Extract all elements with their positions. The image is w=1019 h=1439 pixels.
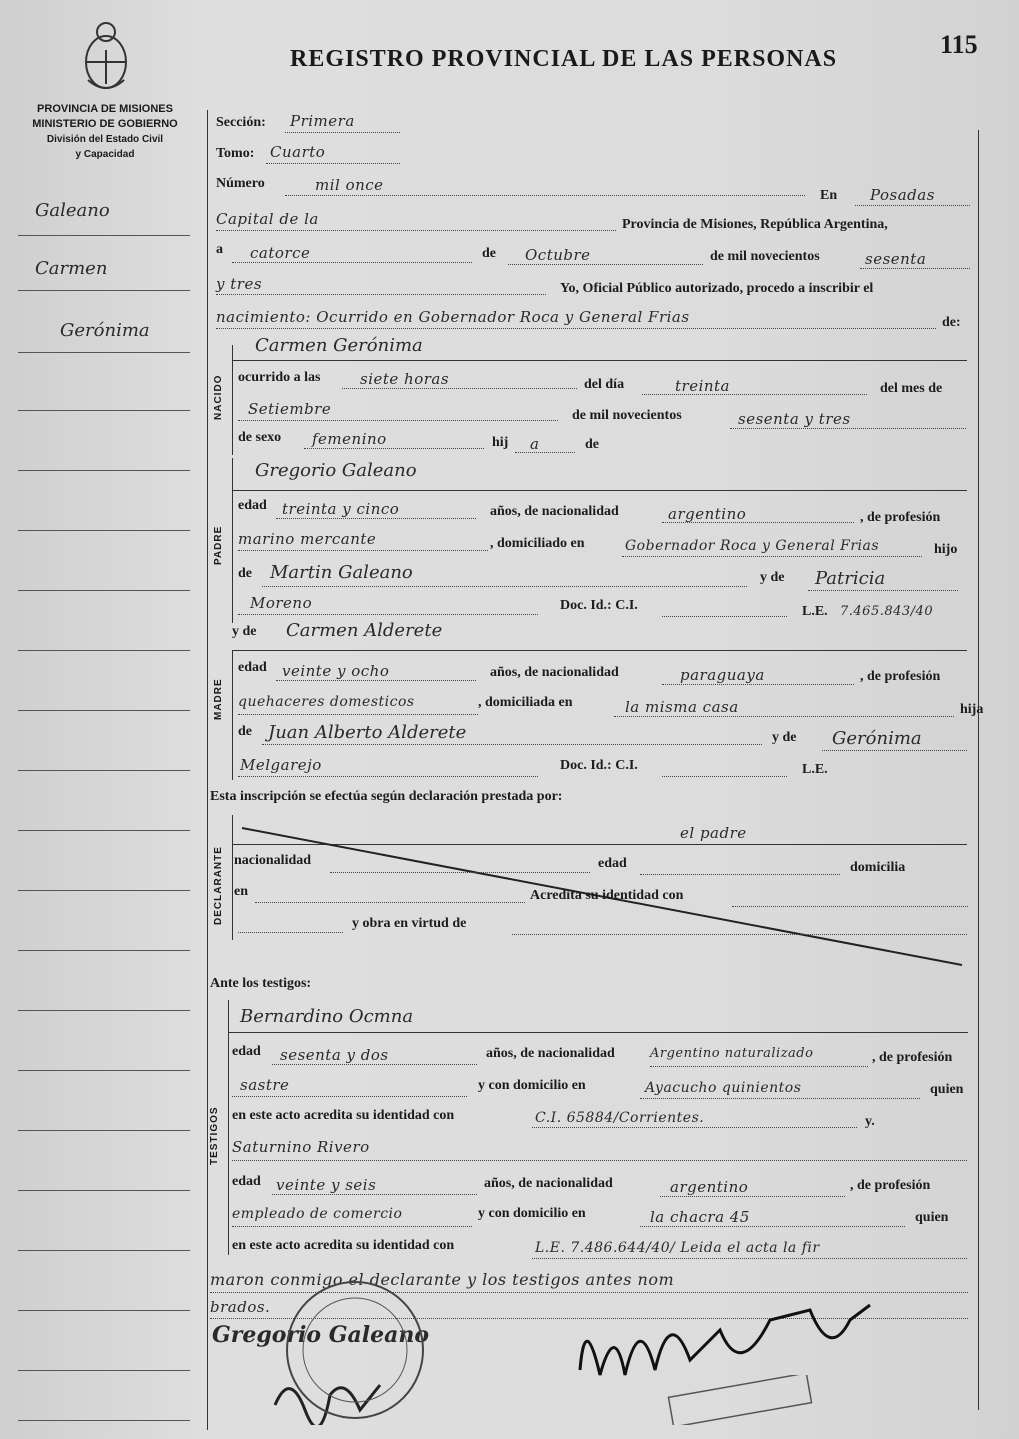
testigo2-edad-value: veinte y seis bbox=[276, 1176, 377, 1194]
declarante-acredita-label: Acredita su identidad con bbox=[530, 888, 684, 903]
cierre-line-2: brados. bbox=[210, 1298, 271, 1316]
madre-prof-value: quehaceres domesticos bbox=[238, 694, 415, 710]
de-colon-label: de: bbox=[942, 315, 961, 330]
anio-value-1: sesenta bbox=[865, 250, 927, 268]
del-mes-label: del mes de bbox=[880, 381, 943, 396]
dia-value: treinta bbox=[675, 377, 731, 395]
testigo2-le-value: L.E. 7.486.644/40/ Leida el acta la fir bbox=[535, 1240, 820, 1256]
de-mil-2-label: de mil novecientos bbox=[572, 408, 682, 423]
madre-dom-label: , domiciliada en bbox=[478, 695, 573, 710]
declarante-obra-label: y obra en virtud de bbox=[352, 916, 467, 931]
division-name-2: y Capacidad bbox=[75, 149, 135, 160]
seccion-label: Sección: bbox=[216, 115, 266, 130]
declarante-edad-label: edad bbox=[598, 856, 627, 871]
section-madre-label: MADRE bbox=[213, 678, 224, 720]
padre-doc-label: Doc. Id.: C.I. bbox=[560, 598, 638, 613]
section-padre-label: PADRE bbox=[213, 525, 224, 565]
abuelo-m-de-label: de bbox=[238, 724, 252, 739]
margin-note-name1: Carmen bbox=[35, 258, 108, 279]
testigos-label: Ante los testigos: bbox=[210, 976, 312, 991]
testigo2-nombre-value: Saturnino Rivero bbox=[232, 1138, 370, 1156]
abuela-materna-value: Gerónima bbox=[832, 728, 922, 749]
declarante-en-label: en bbox=[234, 884, 248, 899]
nacimiento-value: nacimiento: Ocurrido en Gobernador Roca y General Frias bbox=[216, 308, 690, 326]
madre-nombre-value: Carmen Alderete bbox=[286, 620, 443, 641]
hijo-label: hijo bbox=[934, 542, 958, 557]
page-number: 115 bbox=[940, 30, 978, 59]
signature-father: Gregorio Galeano bbox=[212, 1322, 430, 1348]
testigo2-dom-label: y con domicilio en bbox=[478, 1206, 586, 1221]
de-label: de bbox=[482, 246, 496, 261]
division-name: División del Estado Civil bbox=[46, 134, 164, 145]
de-2-label: de bbox=[585, 437, 599, 452]
padre-dom-value: Gobernador Roca y General Frias bbox=[625, 538, 880, 554]
hij-label: hij bbox=[492, 435, 509, 450]
testigo1-prof-label: , de profesión bbox=[872, 1050, 953, 1065]
abuelo-p-de-label: de bbox=[238, 566, 252, 581]
madre-y-de-label: y de bbox=[232, 624, 257, 639]
a-label: a bbox=[216, 242, 223, 257]
testigo2-prof-label: , de profesión bbox=[850, 1178, 931, 1193]
madre-le-label: L.E. bbox=[802, 762, 828, 777]
testigo1-quien-label: quien bbox=[930, 1082, 964, 1097]
numero-label: Número bbox=[216, 176, 265, 191]
inscripcion-label: Esta inscripción se efectúa según declaración prestada por: bbox=[210, 789, 563, 804]
padre-nac-label: años, de nacionalidad bbox=[490, 504, 619, 519]
declarante-nac-label: nacionalidad bbox=[234, 853, 312, 868]
hora-value: siete horas bbox=[360, 370, 450, 388]
madre-edad-value: veinte y ocho bbox=[282, 662, 390, 680]
testigo1-dom-label: y con domicilio en bbox=[478, 1078, 586, 1093]
document-title: REGISTRO PROVINCIAL DE LAS PERSONAS bbox=[290, 46, 838, 72]
right-border bbox=[978, 130, 979, 1410]
padre-nac-value: argentino bbox=[668, 505, 747, 523]
testigo1-prof-value: sastre bbox=[240, 1076, 290, 1094]
de-mil-label: de mil novecientos bbox=[710, 249, 820, 264]
left-border bbox=[207, 110, 208, 1430]
sexo-label: de sexo bbox=[238, 430, 282, 445]
abuela-m-y-de-label: y de bbox=[772, 730, 797, 745]
del-dia-label: del día bbox=[584, 377, 625, 392]
testigo1-nombre-value: Bernardino Ocmna bbox=[240, 1006, 414, 1027]
testigo1-y-label: y. bbox=[865, 1114, 875, 1129]
testigo2-quien-label: quien bbox=[915, 1210, 949, 1225]
coat-of-arms-emblem bbox=[78, 10, 134, 96]
testigo1-nac-label: años, de nacionalidad bbox=[486, 1046, 615, 1061]
padre-le-value: 7.465.843/40 bbox=[840, 604, 934, 619]
madre-edad-label: edad bbox=[238, 660, 267, 675]
tomo-value: Cuarto bbox=[270, 143, 326, 161]
padre-edad-label: edad bbox=[238, 498, 267, 513]
anio-value-2: y tres bbox=[216, 275, 263, 293]
issuing-authority bbox=[10, 102, 200, 162]
madre-doc-label: Doc. Id.: C.I. bbox=[560, 758, 638, 773]
abuela-materna-apellido: Melgarejo bbox=[240, 756, 322, 774]
testigo2-dom-value: la chacra 45 bbox=[650, 1208, 750, 1226]
oficial-label: Yo, Oficial Público autorizado, procedo a inscribir el bbox=[560, 281, 874, 296]
sexo-value: femenino bbox=[312, 430, 387, 448]
nacido-nombre-value: Carmen Gerónima bbox=[255, 335, 423, 356]
testigo1-edad-value: sesenta y dos bbox=[280, 1046, 389, 1064]
en-label: En bbox=[820, 188, 838, 203]
capital-value: Capital de la bbox=[216, 210, 319, 228]
testigo1-acredita-label: en este acto acredita su identidad con bbox=[232, 1108, 455, 1123]
padre-edad-value: treinta y cinco bbox=[282, 500, 400, 518]
declarante-value: el padre bbox=[680, 824, 747, 842]
hij-suffix-value: a bbox=[530, 435, 540, 453]
testigo2-acredita-label: en este acto acredita su identidad con bbox=[232, 1238, 455, 1253]
section-nacido-label: NACIDO bbox=[213, 374, 224, 420]
anio-nacimiento-value: sesenta y tres bbox=[738, 410, 851, 428]
padre-le-label: L.E. bbox=[802, 604, 828, 619]
padre-prof-value: marino mercante bbox=[238, 530, 377, 548]
dia-inscripcion-value: catorce bbox=[250, 244, 311, 262]
section-testigos-label: TESTIGOS bbox=[209, 1106, 220, 1165]
abuelo-paterno-value: Martin Galeano bbox=[270, 562, 413, 583]
province-name: PROVINCIA DE MISIONES bbox=[37, 103, 173, 115]
testigo2-prof-value: empleado de comercio bbox=[232, 1206, 403, 1222]
abuela-paterna-apellido: Moreno bbox=[250, 594, 313, 612]
testigo1-dom-value: Ayacucho quinientos bbox=[645, 1080, 802, 1096]
testigo1-nac-value: Argentino naturalizado bbox=[650, 1046, 814, 1061]
section-declarante-label: DECLARANTE bbox=[213, 846, 224, 925]
madre-dom-value: la misma casa bbox=[625, 698, 739, 716]
margin-note-name2: Gerónima bbox=[60, 320, 150, 341]
madre-prof-label: , de profesión bbox=[860, 669, 941, 684]
ministry-name: MINISTERIO DE GOBIERNO bbox=[32, 118, 178, 130]
padre-nombre-value: Gregorio Galeano bbox=[255, 460, 417, 481]
en-value: Posadas bbox=[870, 186, 935, 204]
margin-note-surname: Galeano bbox=[35, 200, 110, 221]
provincia-label: Provincia de Misiones, República Argentina, bbox=[622, 217, 888, 232]
mes-value: Setiembre bbox=[248, 400, 332, 418]
testigo1-edad-label: edad bbox=[232, 1044, 261, 1059]
abuelo-materno-value: Juan Alberto Alderete bbox=[268, 722, 467, 743]
abuela-p-y-de-label: y de bbox=[760, 570, 785, 585]
seccion-value: Primera bbox=[290, 112, 355, 130]
cierre-line-1: maron conmigo el declarante y los testigos antes nom bbox=[210, 1270, 675, 1289]
abuela-paterna-value: Patricia bbox=[815, 568, 886, 589]
testigo2-nac-label: años, de nacionalidad bbox=[484, 1176, 613, 1191]
tomo-label: Tomo: bbox=[216, 146, 255, 161]
padre-dom-label: , domiciliado en bbox=[490, 536, 585, 551]
madre-nac-value: paraguaya bbox=[680, 666, 765, 684]
numero-value: mil once bbox=[315, 176, 384, 194]
testigo2-nac-value: argentino bbox=[670, 1178, 749, 1196]
testigo2-edad-label: edad bbox=[232, 1174, 261, 1189]
declarante-dom-label: domicilia bbox=[850, 860, 906, 875]
testigo1-ci-value: C.I. 65884/Corrientes. bbox=[535, 1110, 705, 1126]
madre-nac-label: años, de nacionalidad bbox=[490, 665, 619, 680]
mes-inscripcion-value: Octubre bbox=[525, 246, 591, 264]
hija-label: hija bbox=[960, 702, 984, 717]
padre-prof-label: , de profesión bbox=[860, 510, 941, 525]
official-stamp-small bbox=[660, 1375, 820, 1425]
official-stamp bbox=[280, 1270, 430, 1430]
ocurrido-label: ocurrido a las bbox=[238, 370, 321, 385]
